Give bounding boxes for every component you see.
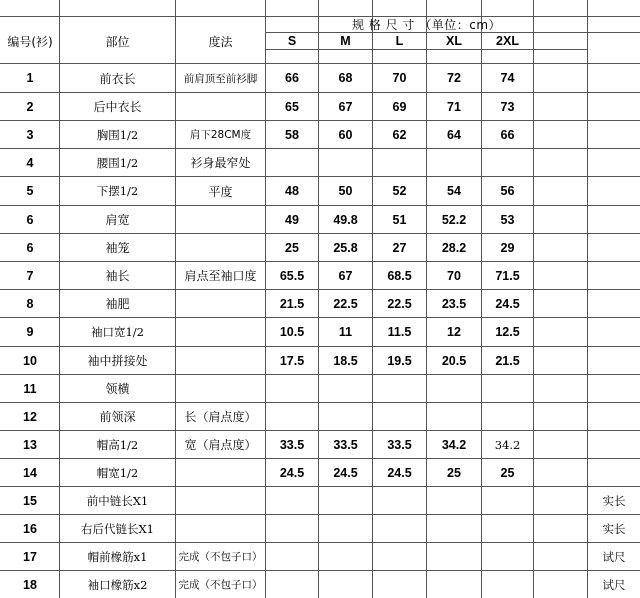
row-note: [588, 347, 640, 374]
row-value-l: 52: [392, 184, 407, 198]
row-part: 帽高1/2: [96, 437, 139, 452]
row-value-s: [266, 571, 318, 598]
row-part: 袖中拼接处: [87, 354, 148, 368]
row-id: 9: [26, 325, 34, 339]
row-value-xl: 34.2: [441, 437, 467, 452]
row-note: [588, 64, 640, 92]
row-id: 18: [23, 577, 37, 592]
row-method: [176, 290, 265, 317]
row-value-l: 70: [392, 71, 407, 85]
row-method: [176, 487, 265, 514]
row-value-l: 62: [392, 127, 407, 142]
row-value-s: 66: [285, 71, 299, 85]
row-value-xl: 71: [447, 99, 461, 114]
row-note: [588, 177, 640, 205]
row-method: [176, 206, 265, 233]
row-part: 帽前橡筋x1: [87, 549, 148, 564]
row-note: 试尺: [602, 577, 626, 592]
header-size-s: S: [287, 34, 297, 48]
row-value-m: 25.8: [333, 240, 358, 255]
row-value-l: 33.5: [387, 437, 412, 452]
row-value-s: 58: [285, 127, 299, 142]
row-value-m: [319, 487, 372, 514]
row-value-s: 65: [285, 99, 299, 114]
row-note: 实长: [602, 521, 626, 536]
header-method: 度法: [208, 34, 233, 49]
row-value-2xl: 21.5: [495, 353, 520, 368]
row-value-2xl: 29: [500, 240, 515, 255]
row-value-m: [319, 543, 372, 570]
row-id: 6: [26, 212, 34, 227]
row-value-m: 60: [338, 127, 353, 142]
row-method: 完成（不包子口）: [178, 579, 263, 591]
row-note: 试尺: [602, 549, 626, 564]
row-value-m: [319, 375, 372, 402]
row-value-l: 68.5: [387, 268, 412, 283]
row-part: 帽宽1/2: [96, 465, 139, 480]
row-note: [588, 290, 640, 317]
row-value-m: 18.5: [333, 353, 358, 368]
row-value-m: 49.8: [333, 212, 358, 227]
header-size-l: L: [395, 34, 404, 48]
row-part: 肩宽: [105, 213, 130, 227]
row-note: [588, 318, 640, 346]
row-method: 宽（肩点度）: [184, 438, 257, 452]
row-value-xl: [427, 487, 481, 514]
row-note: [588, 234, 640, 261]
row-value-m: 24.5: [333, 465, 358, 480]
row-value-l: 24.5: [387, 465, 412, 480]
row-note: [588, 375, 640, 402]
row-method: 完成（不包子口）: [178, 551, 263, 563]
row-value-xl: 23.5: [441, 296, 467, 311]
row-method: [176, 234, 265, 261]
row-part: 胸围1/2: [96, 127, 139, 142]
row-value-xl: 20.5: [441, 353, 467, 368]
row-value-2xl: 73: [500, 99, 515, 114]
row-value-xl: 64: [447, 127, 461, 142]
row-value-l: [373, 543, 426, 570]
row-value-s: 24.5: [279, 465, 305, 480]
row-note: [588, 403, 640, 430]
row-method: 平度: [208, 184, 233, 199]
row-id: 6: [26, 240, 34, 255]
row-value-m: 50: [338, 184, 353, 198]
row-note: [588, 262, 640, 289]
row-id: 16: [23, 521, 37, 536]
spec-title: 规 格 尺 寸 （单位：cm）: [351, 18, 502, 32]
row-value-s: [266, 487, 318, 514]
row-id: 15: [23, 493, 37, 508]
row-value-s: 10.5: [279, 325, 305, 339]
row-value-2xl: [482, 403, 533, 430]
row-value-s: [266, 543, 318, 570]
row-value-l: [373, 571, 426, 598]
row-method: 衫身最窄处: [190, 156, 251, 170]
row-value-m: 11: [338, 325, 353, 339]
row-value-l: 19.5: [387, 353, 412, 368]
header-part: 部位: [105, 34, 130, 49]
row-value-2xl: [482, 543, 533, 570]
row-value-xl: [427, 149, 481, 176]
row-note: [588, 431, 640, 458]
row-id: 3: [26, 127, 34, 142]
row-value-m: 33.5: [333, 437, 358, 452]
row-value-2xl: 56: [500, 184, 515, 198]
row-value-xl: [427, 403, 481, 430]
row-note: [588, 206, 640, 233]
row-value-xl: 70: [447, 268, 461, 283]
row-value-2xl: 66: [500, 127, 515, 142]
row-value-2xl: 25: [500, 465, 515, 480]
row-value-m: [319, 515, 372, 542]
row-value-2xl: 71.5: [495, 268, 520, 283]
row-value-l: 27: [392, 240, 407, 255]
row-value-m: 68: [338, 71, 353, 85]
row-id: 4: [26, 155, 34, 170]
row-note: [588, 459, 640, 486]
row-value-2xl: [482, 149, 533, 176]
row-part: 前领深: [99, 410, 136, 424]
row-value-xl: 28.2: [441, 240, 467, 255]
row-value-l: 11.5: [387, 325, 412, 339]
row-value-l: 69: [392, 99, 407, 114]
row-id: 11: [23, 381, 37, 396]
row-method: 肩点至袖口度: [184, 269, 257, 283]
grid-hline: [265, 49, 587, 50]
row-method: [176, 375, 265, 402]
row-value-2xl: 74: [500, 71, 515, 85]
row-value-l: 22.5: [387, 296, 412, 311]
row-value-xl: [427, 543, 481, 570]
row-part: 前衣长: [99, 71, 136, 86]
row-part: 后中衣长: [93, 100, 142, 114]
row-id: 14: [23, 465, 37, 480]
row-value-l: [373, 487, 426, 514]
row-part: 领横: [105, 382, 130, 396]
row-value-2xl: 12.5: [495, 325, 520, 339]
row-value-m: [319, 149, 372, 176]
row-value-2xl: [482, 515, 533, 542]
row-id: 1: [26, 71, 34, 85]
row-value-l: [373, 149, 426, 176]
row-value-xl: 52.2: [441, 212, 467, 227]
row-method: 长（肩点度）: [184, 410, 257, 424]
row-note: 实长: [602, 493, 626, 508]
row-part: 下摆1/2: [96, 184, 139, 198]
grid-vline: [533, 0, 534, 598]
row-value-xl: [427, 375, 481, 402]
row-note: [588, 93, 640, 120]
row-value-m: 67: [338, 99, 353, 114]
row-value-m: 22.5: [333, 296, 358, 311]
row-part: 袖口橡筋x2: [87, 577, 148, 592]
row-value-m: [319, 571, 372, 598]
row-method: 肩下28CM度: [189, 129, 252, 141]
row-method: 前肩顶至前衫脚: [183, 72, 258, 85]
row-value-s: [266, 515, 318, 542]
row-value-2xl: 53: [500, 212, 515, 227]
row-part: 腰围1/2: [96, 155, 139, 170]
row-value-s: [266, 403, 318, 430]
row-part: 袖肥: [105, 297, 130, 311]
row-value-s: 48: [285, 184, 299, 198]
row-method: [176, 459, 265, 486]
row-value-s: 21.5: [279, 296, 305, 311]
row-part: 右后代链长X1: [80, 521, 154, 536]
row-value-s: 25: [285, 240, 299, 255]
row-value-l: 51: [392, 212, 407, 227]
row-value-l: [373, 375, 426, 402]
row-method: [176, 318, 265, 346]
row-part: 袖口宽1/2: [90, 325, 144, 339]
row-part: 前中链长X1: [86, 493, 149, 508]
row-value-xl: [427, 515, 481, 542]
row-id: 5: [26, 184, 34, 198]
row-id: 10: [23, 353, 37, 368]
row-value-xl: 72: [447, 71, 461, 85]
row-value-xl: 25: [447, 465, 461, 480]
row-method: [176, 93, 265, 120]
row-value-xl: [427, 571, 481, 598]
row-value-s: 33.5: [279, 437, 305, 452]
row-value-2xl: [482, 571, 533, 598]
row-value-l: [373, 515, 426, 542]
row-value-xl: 12: [447, 325, 461, 339]
row-value-l: [373, 403, 426, 430]
row-id: 12: [23, 409, 37, 424]
row-id: 2: [26, 99, 34, 114]
row-id: 7: [26, 268, 34, 283]
row-value-s: 49: [285, 212, 299, 227]
header-id: 编号(衫): [7, 34, 53, 49]
row-part: 袖笼: [105, 241, 130, 255]
header-size-2xl: 2XL: [496, 34, 519, 48]
row-value-m: 67: [338, 268, 353, 283]
row-value-m: [319, 403, 372, 430]
row-value-2xl: 24.5: [495, 296, 520, 311]
header-size-m: M: [340, 34, 351, 48]
row-note: [588, 121, 640, 148]
row-method: [176, 515, 265, 542]
row-id: 13: [23, 437, 37, 452]
row-value-s: 17.5: [279, 353, 305, 368]
row-value-s: 65.5: [279, 268, 305, 283]
row-id: 8: [26, 296, 34, 311]
row-value-2xl: [482, 375, 533, 402]
row-value-2xl: [482, 487, 533, 514]
row-method: [176, 347, 265, 374]
row-id: 17: [23, 549, 37, 564]
row-value-xl: 54: [447, 184, 461, 198]
row-note: [588, 149, 640, 176]
header-size-xl: XL: [446, 34, 462, 48]
row-value-s: [266, 375, 318, 402]
row-value-2xl: 34.2: [494, 437, 521, 452]
row-part: 袖长: [105, 269, 130, 283]
row-value-s: [266, 149, 318, 176]
